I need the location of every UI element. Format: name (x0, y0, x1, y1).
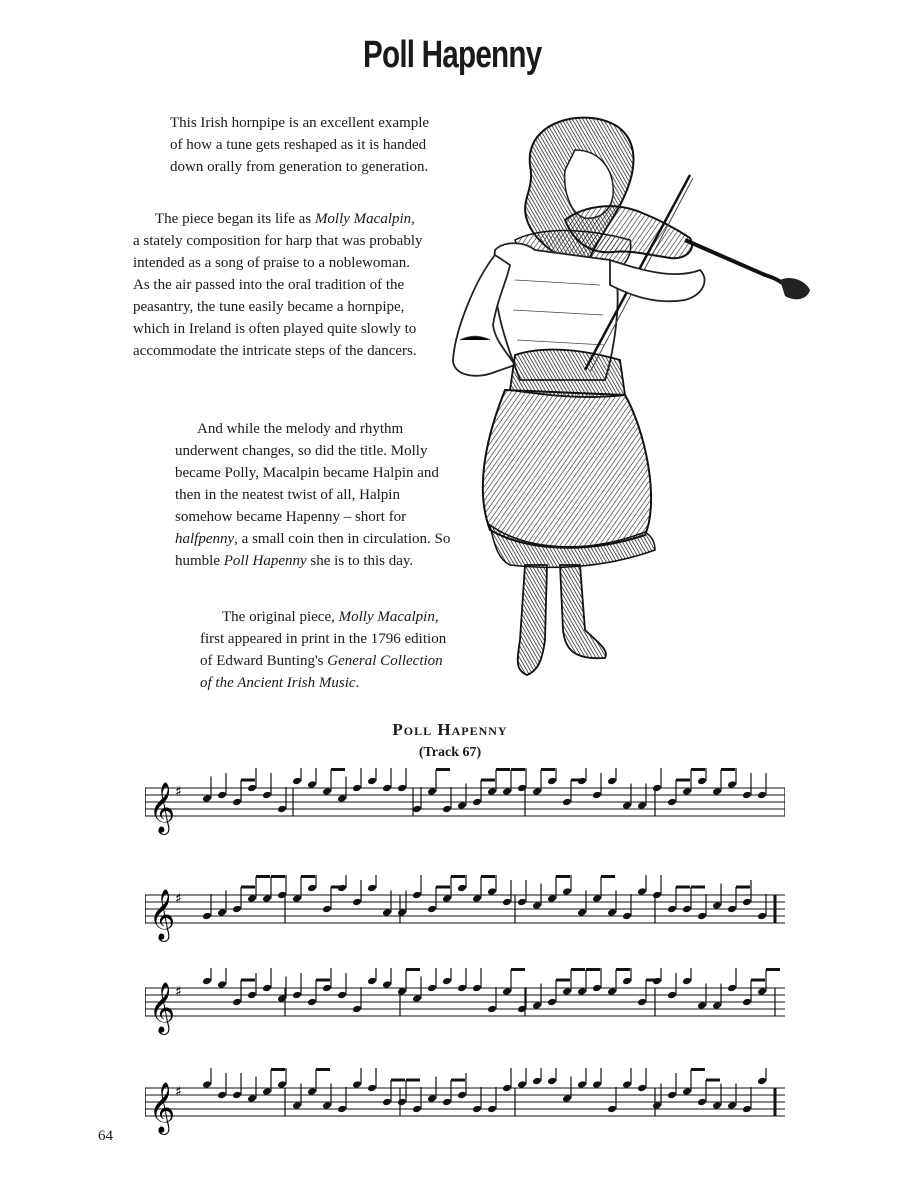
sharp-icon: ♯ (175, 984, 182, 1000)
text-run: The original piece, (222, 609, 339, 625)
text-run: , a small coin then in circulation. So humble (175, 531, 451, 569)
music-track-label: (Track 67) (418, 745, 482, 760)
italic-title: Molly Macalpin (338, 609, 435, 625)
text-run: . (355, 675, 360, 691)
music-title (0, 720, 900, 740)
page-number: 64 (98, 1128, 113, 1144)
text-run: , first appeared in print in the 1796 edition of Edward Bunting's (200, 609, 447, 669)
treble-clef-icon: 𝄞 (149, 1082, 176, 1133)
sharp-icon: ♯ (175, 784, 182, 800)
music-staff-3 (145, 968, 785, 1048)
sharp-icon: ♯ (175, 1084, 182, 1100)
text-run: she is to this day. (306, 553, 414, 569)
music-title-text: Poll Hapenny (392, 720, 508, 739)
violinist-illustration (435, 110, 820, 700)
music-staff-4 (145, 1068, 785, 1148)
origin-paragraph (200, 606, 455, 694)
page-title: Poll Hapenny (362, 34, 542, 76)
treble-clef-icon: 𝄞 (149, 889, 176, 940)
sharp-icon: ♯ (175, 891, 182, 907)
text-run: The piece began its life as (155, 211, 315, 227)
treble-clef-icon: 𝄞 (149, 782, 176, 833)
italic-title: General Collection of the Ancient Irish Music (200, 653, 443, 691)
title-change-paragraph (175, 418, 460, 572)
italic-title: Molly Macalpin (314, 211, 412, 227)
music-staff-1 (145, 768, 785, 848)
history-paragraph (133, 208, 425, 362)
intro-paragraph: This Irish hornpipe is an excellent example of how a tune gets reshaped as it is handed down orally from generation to generation. (170, 115, 430, 175)
music-staff-2 (145, 875, 785, 955)
italic-word: halfpenny (175, 531, 235, 547)
treble-clef-icon: 𝄞 (149, 982, 176, 1033)
text-run: , a stately composition for harp that was probably intended as a song of praise to a noblewoman. As the air passed into the oral tradition of the peasantry, the tune easily became a hornpipe, which in Ireland is often played quite slowly to accommodate the intricate steps of the dancers. (133, 211, 423, 359)
text-run: And while the melody and rhythm underwent changes, so did the title. Molly became Polly, Macalpin became Halpin and then in the neatest twist of all, Halpin somehow became Hapenny – short for (175, 421, 439, 525)
italic-title: Poll Hapenny (223, 553, 307, 569)
